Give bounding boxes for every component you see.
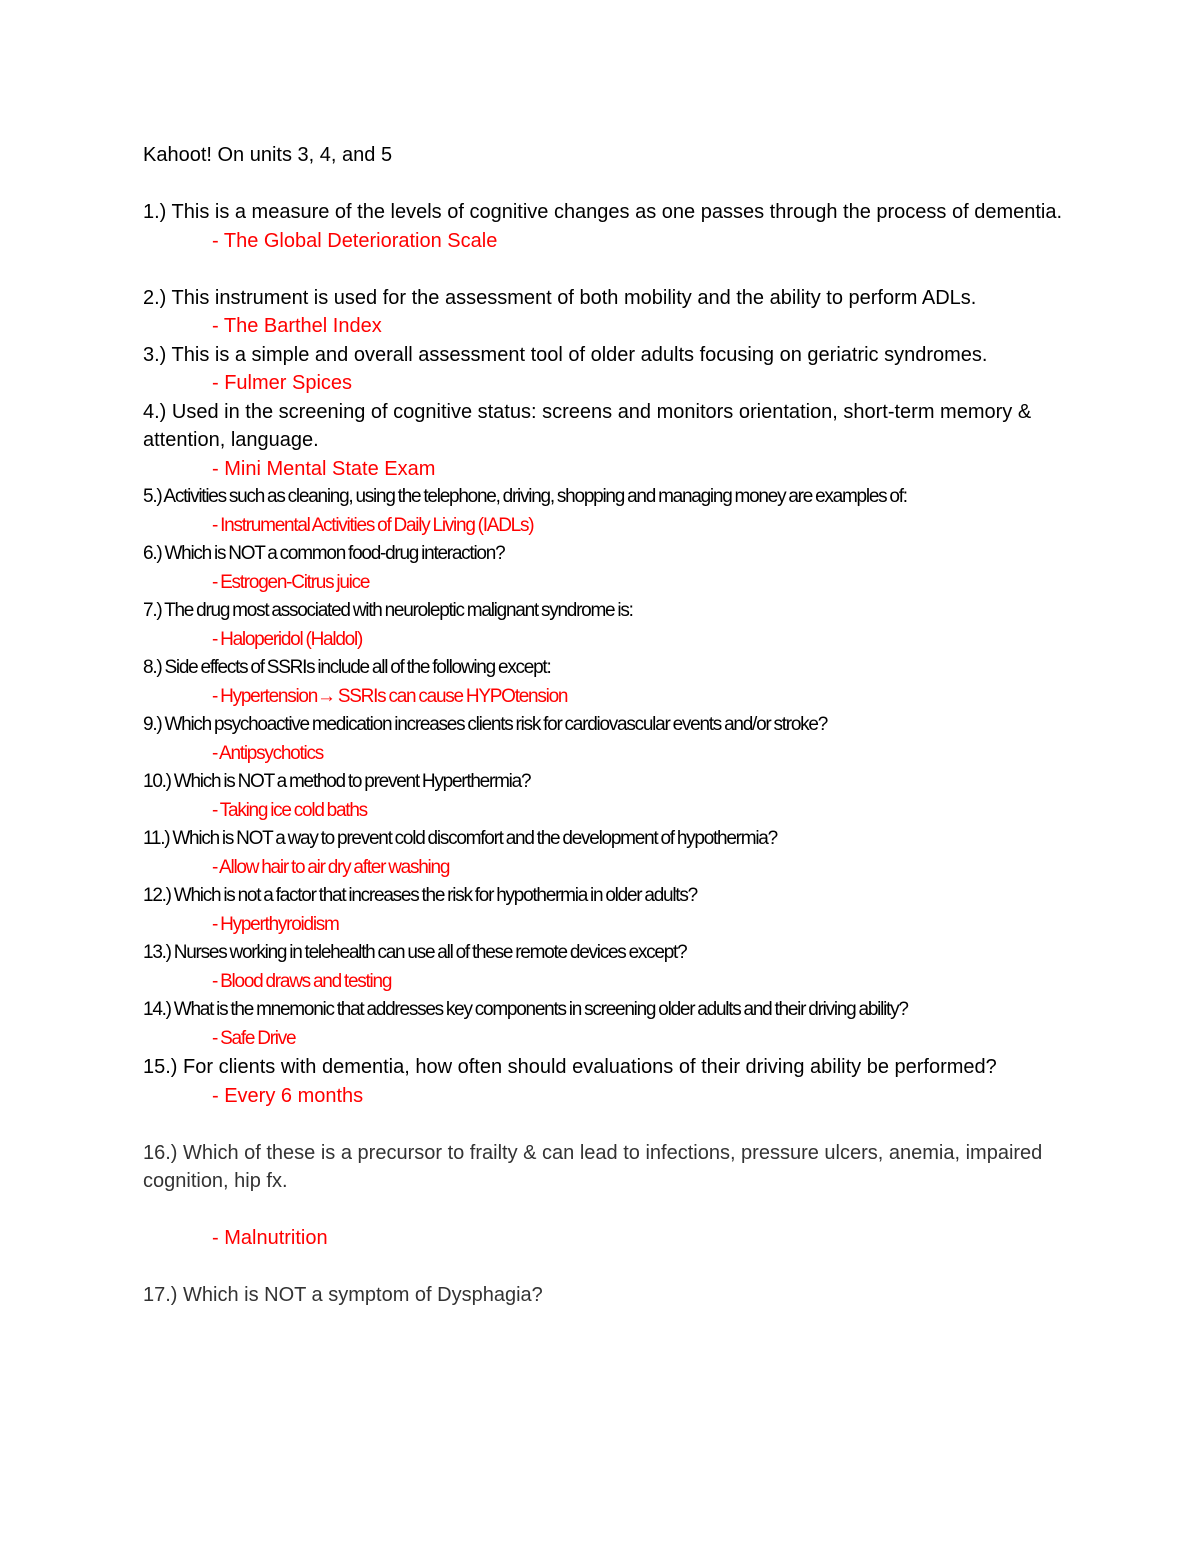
answer-text: - The Global Deterioration Scale [212, 229, 498, 252]
question-15 [143, 1053, 1083, 1110]
question-13 [143, 939, 1083, 996]
question-10 [143, 768, 1083, 825]
spacer [143, 1196, 1083, 1225]
answer-text: - Safe Drive [212, 1027, 296, 1049]
question-1 [143, 198, 1083, 255]
question-text: 9.) Which psychoactive medication increases clients risk for cardiovascular events and/or stroke? [143, 714, 828, 735]
question-6 [143, 540, 1083, 597]
answer-text: - Malnutrition [212, 1227, 328, 1249]
question-4 [143, 398, 1083, 484]
question-3 [143, 341, 1083, 398]
answer-text: - Instrumental Activities of Daily Living (IADLs) [212, 514, 534, 536]
answer-text: - Hyperthyroidism [212, 913, 339, 935]
question-5 [143, 483, 1083, 540]
document-page [143, 140, 1083, 1310]
question-text: 17.) Which is NOT a symptom of Dysphagia? [143, 1284, 543, 1306]
question-text: 16.) Which of these is a precursor to frailty & can lead to infections, pressure ulcers, anemia, impaired cognition, hip fx. [143, 1141, 1043, 1192]
answer-text: - Every 6 months [212, 1084, 364, 1107]
answer-text: - Haloperidol (Haldol) [212, 628, 363, 650]
answer-text: - The Barthel Index [212, 315, 382, 337]
answer-text: - Hypertension→ SSRIs can cause HYPOtension [212, 685, 568, 707]
answer-text: - Fulmer Spices [212, 372, 353, 394]
question-text: 1.) This is a measure of the levels of cognitive changes as one passes through the process of dementia. [143, 201, 1063, 223]
question-text: 10.) Which is NOT a method to prevent Hyperthermia? [143, 771, 531, 792]
question-14 [143, 996, 1083, 1053]
document-title: Kahoot! On units 3, 4, and 5 [143, 144, 393, 166]
spacer [143, 1253, 1083, 1282]
answer-text: - Allow hair to air dry after washing [212, 856, 450, 878]
answer-text: - Estrogen-Citrus juice [212, 571, 370, 593]
answer-text: - Antipsychotics [212, 742, 323, 764]
question-12 [143, 882, 1083, 939]
question-7 [143, 597, 1083, 654]
question-text: 3.) This is a simple and overall assessment tool of older adults focusing on geriatric syndromes. [143, 343, 988, 366]
question-text: 12.) Which is not a factor that increases the risk for hypothermia in older adults? [143, 885, 697, 906]
question-text: 7.) The drug most associated with neuroleptic malignant syndrome is: [143, 600, 633, 621]
answer-text: - Taking ice cold baths [212, 799, 367, 821]
question-17 [143, 1281, 1083, 1310]
spacer [143, 255, 1083, 284]
question-text: 2.) This instrument is used for the assessment of both mobility and the ability to perform ADLs. [143, 286, 977, 309]
question-text: 15.) For clients with dementia, how often should evaluations of their driving ability be performed? [143, 1056, 997, 1078]
question-8 [143, 654, 1083, 711]
question-text: 5.) Activities such as cleaning, using the telephone, driving, shopping and managing money are examples of: [143, 486, 907, 507]
question-text: 4.) Used in the screening of cognitive status: screens and monitors orientation, short-term memory & attention, language. [143, 400, 1032, 451]
question-2 [143, 284, 1083, 341]
answer-text: - Mini Mental State Exam [212, 457, 436, 480]
question-text: 6.) Which is NOT a common food-drug interaction? [143, 543, 505, 564]
question-11 [143, 825, 1083, 882]
question-text: 11.) Which is NOT a way to prevent cold discomfort and the development of hypothermia? [143, 828, 777, 849]
question-text: 8.) Side effects of SSRIs include all of the following except: [143, 657, 551, 678]
question-text: 14.) What is the mnemonic that addresses key components in screening older adults and their driving ability? [143, 999, 908, 1020]
answer-text: - Blood draws and testing [212, 970, 392, 992]
spacer [143, 1110, 1083, 1139]
question-16 [143, 1139, 1083, 1253]
question-text: 13.) Nurses working in telehealth can use all of these remote devices except? [143, 942, 687, 963]
question-9 [143, 711, 1083, 768]
